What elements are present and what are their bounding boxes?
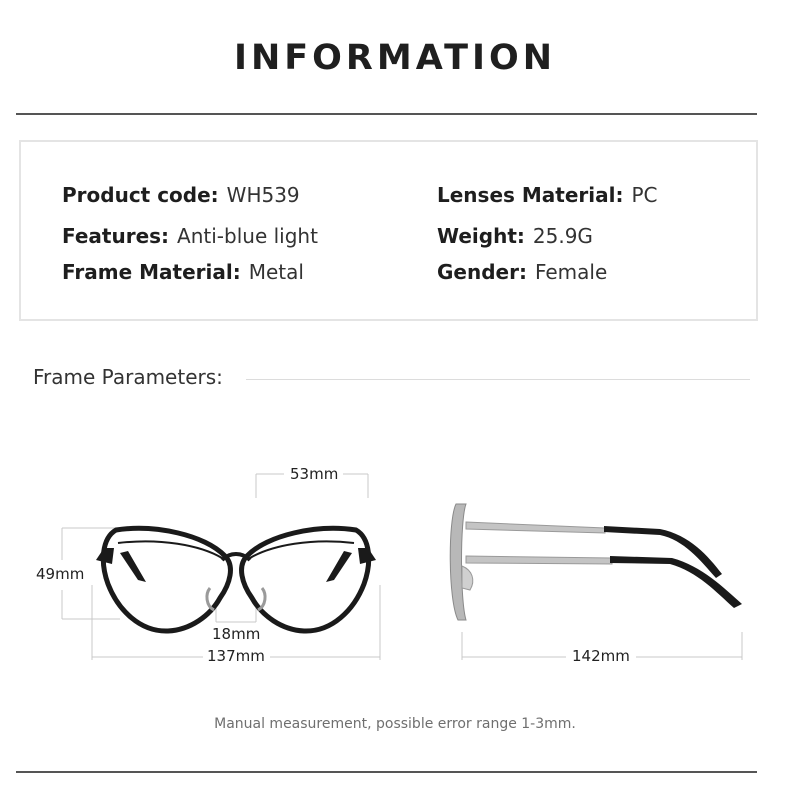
glasses-side-view xyxy=(450,504,742,620)
spec-label: Frame Material: xyxy=(62,260,241,284)
frame-parameters-label: Frame Parameters: xyxy=(33,365,223,389)
spec-value: PC xyxy=(631,183,658,207)
spec-label: Weight: xyxy=(437,224,525,248)
glasses-front-view xyxy=(96,528,376,631)
spec-value: Female xyxy=(534,260,608,284)
spec-label: Features: xyxy=(62,224,170,248)
spec-value: Metal xyxy=(248,260,304,284)
spec-value: Anti-blue light xyxy=(177,224,318,248)
spec-label: Product code: xyxy=(62,183,219,207)
measurement-note: Manual measurement, possible error range 1-3mm. xyxy=(214,716,576,732)
page-title: INFORMATION xyxy=(233,38,557,78)
lens-width-label: 53mm xyxy=(290,465,339,483)
bridge-width-label: 18mm xyxy=(212,625,261,643)
spec-label: Gender: xyxy=(437,260,527,284)
spec-value: 25.9G xyxy=(532,224,593,248)
lens-height-label: 49mm xyxy=(36,565,85,583)
footer-divider xyxy=(16,771,757,773)
spec-value: WH539 xyxy=(226,183,300,207)
spec-label: Lenses Material: xyxy=(437,183,624,207)
frame-width-label: 137mm xyxy=(207,647,265,665)
temple-length-label: 142mm xyxy=(572,647,630,665)
